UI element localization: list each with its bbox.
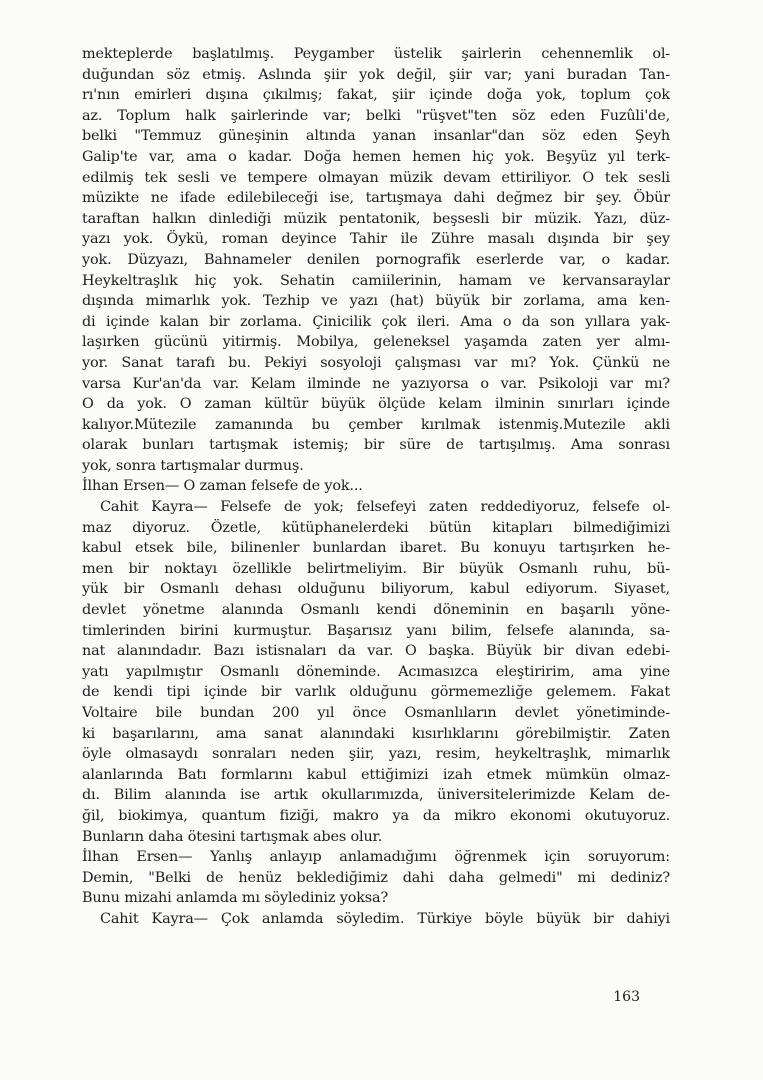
text-line: dı. Bilim alanında ise artık okullarımızda, üniversitelerimizde Kelam de- [82, 787, 670, 804]
text-line: nat alanındadır. Bazı istisnaları da var. O başka. Büyük bir divan edebi- [82, 643, 670, 660]
text-line: yok, sonra tartışmalar durmuş. [82, 457, 304, 474]
text-line: devlet yönetme alanında Osmanlı kendi döneminin en başarılı yöne- [82, 602, 670, 619]
text-line: İlhan Ersen— O zaman felsefe de yok... [82, 478, 363, 495]
text-line: ğil, biokimya, quantum fiziği, makro ya da mikro ekonomi okutuyoruz. [82, 807, 670, 824]
text-line: mekteplerde başlatılmış. Peygamber üstelik şairlerin cehennemlik ol- [82, 46, 670, 62]
text-line: Bunların daha ötesini tartışmak abes olur. [82, 828, 383, 845]
text-line: timlerinden birini kurmuştur. Başarısız yanı bilim, felsefe alanında, sa- [82, 622, 670, 639]
text-line: alanlarında Batı formlarını kabul ettiğimizi izah etmek mümkün olmaz- [82, 766, 670, 783]
page-number: 163 [613, 989, 640, 1005]
text-line: maz diyoruz. Özetle, kütüphanelerdeki bütün kitapları bilmediğimizi [82, 519, 670, 536]
text-line: yazı yok. Öykü, roman deyince Tahir ile Zühre masalı dışında bir şey [82, 231, 670, 248]
text-line: Cahit Kayra— Çok anlamda söyledim. Türkiye böyle büyük bir dahiyi [100, 910, 670, 927]
text-line: öyle olmasaydı sonraları neden şiir, yazı, resim, heykeltraşlık, mimarlık [82, 746, 670, 763]
text-line: İlhan Ersen— Yanlış anlayıp anlamadığımı öğrenmek için soruyorum: [82, 849, 670, 866]
text-line: O da yok. O zaman kültür büyük ölçüde kelam ilminin sınırları içinde [82, 396, 670, 413]
text-line: Cahit Kayra— Felsefe de yok; felsefeyi zaten reddediyoruz, felsefe ol- [100, 499, 670, 516]
text-line: kabul etsek bile, bilinenler bunlardan ibaret. Bu konuyu tartışırken he- [82, 540, 670, 557]
text-line: yatı yapılmıştır Osmanlı döneminde. Acımasızca eleştiririm, ama yine [82, 663, 670, 680]
text-line: di içinde kalan bir zorlama. Çinicilik çok ileri. Ama o da son yıllara yak- [82, 313, 670, 330]
text-line: laşırken gücünü yitirmiş. Mobilya, geleneksel yaşamda zaten yer almı- [82, 334, 670, 351]
text-line: Demin, "Belki de henüz beklediğimiz dahi daha gelmedi" mi dediniz? [82, 869, 670, 886]
text-line: yük bir Osmanlı dehası olduğunu biliyorum, kabul ediyorum. Siyaset, [82, 581, 670, 598]
text-line: ki başarılarını, ama sanat alanındaki kısırlıklarını görebilmiştir. Zaten [82, 725, 670, 742]
text-line: kalıyor.Mütezile zamanında bu çember kırılmak istenmiş.Mutezile akli [82, 416, 670, 433]
text-line: edilmiş tek sesli ve tempere olmayan müzik devam ettiriliyor. O tek sesli [82, 169, 670, 186]
text-line: az. Toplum halk şairlerinde var; belki "rüşvet"ten söz eden Fuzûli'de, [82, 107, 670, 124]
text-line: duğundan söz etmiş. Aslında şiir yok değil, şiir var; yani buradan Tan- [82, 66, 670, 83]
text-line: dışında mimarlık yok. Tezhip ve yazı (hat) büyük bir zorlama, ama ken- [82, 293, 670, 310]
body-text [82, 44, 670, 930]
text-line: belki "Temmuz güneşinin altında yanan insanlar"dan söz eden Şeyh [82, 128, 670, 145]
text-line: yok. Düzyazı, Bahnameler denilen pornografik eserlerde var, o kadar. [82, 251, 670, 268]
text-line: Heykeltraşlık hiç yok. Sehatin camiilerinin, hamam ve kervansaraylar [82, 272, 670, 289]
text-line: yor. Sanat tarafı bu. Pekiyi sosyoloji çalışması var mı? Yok. Çünkü ne [82, 354, 670, 371]
text-line: rı'nın emirleri dışına çıkılmış; fakat, şiir içinde doğa yok, toplum çok [82, 87, 670, 104]
text-line: taraftan halkın dinlediği müzik pentatonik, beşsesli bir müzik. Yazı, düz- [82, 210, 670, 227]
text-line: Galip'te var, ama o kadar. Doğa hemen hemen hiç yok. Beşyüz yıl terk- [82, 148, 670, 165]
text-line: Bunu mizahi anlamda mı söylediniz yoksa? [82, 890, 389, 907]
text-line: varsa Kur'an'da var. Kelam ilminde ne yazıyorsa o var. Psikoloji var mı? [82, 375, 670, 392]
text-line: Voltaire bile bundan 200 yıl önce Osmanlıların devlet yönetiminde- [82, 705, 670, 721]
text-line: müzikte ne ifade edilebileceği ise, tartışmaya dahi değmez bir şey. Öbür [82, 190, 670, 207]
text-line: men bir noktayı özellikle belirtmeliyim. Bir büyük Osmanlı ruhu, bü- [82, 560, 670, 577]
text-line: de kendi tipi içinde bir varlık olduğunu görmemezliğe gelemem. Fakat [82, 684, 670, 701]
text-line: olarak bunları tartışmak istemiş; bir süre de tartışılmış. Ama sonrası [82, 437, 670, 454]
